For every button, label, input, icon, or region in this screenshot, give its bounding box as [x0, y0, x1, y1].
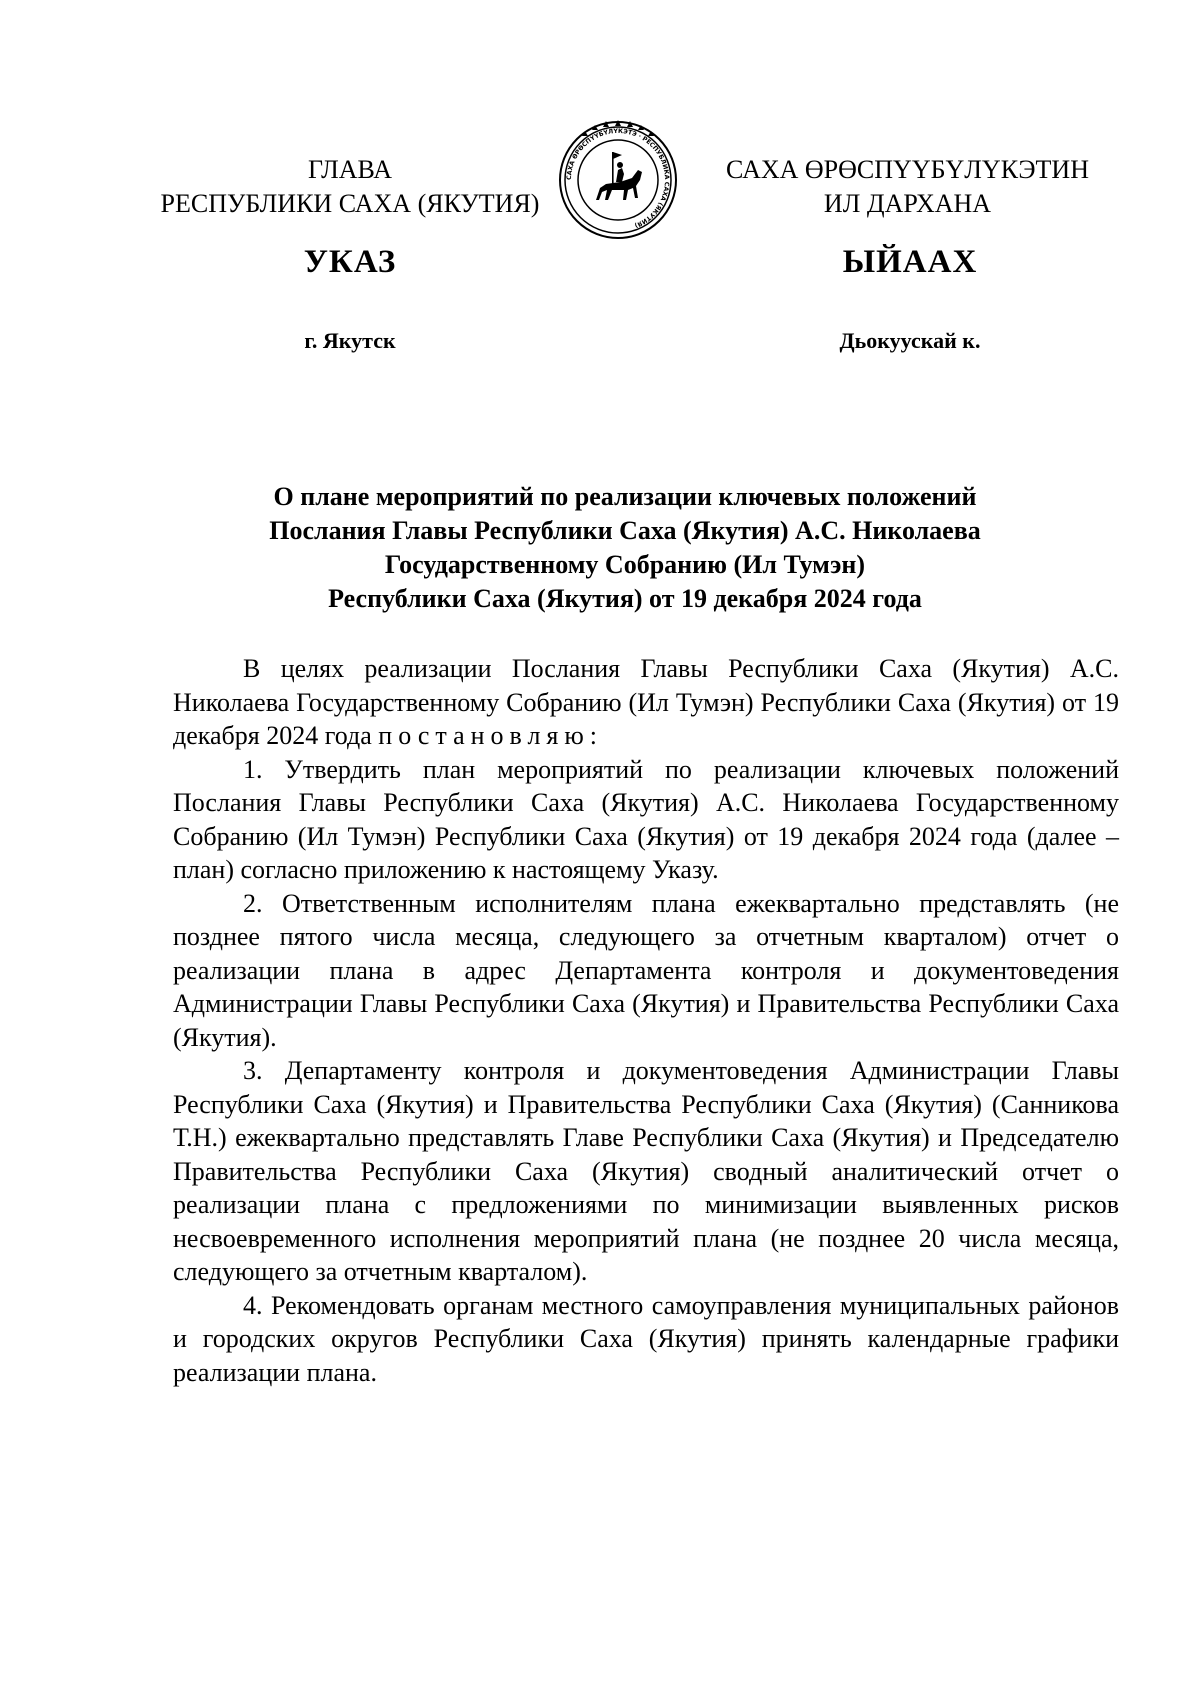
intro-keyword: постановляю: — [378, 721, 604, 750]
document-title — [170, 480, 1080, 616]
header-right-subtitle: ИЛ ДАРХАНА — [823, 189, 992, 218]
decree-label-ru: УКАЗ — [303, 244, 397, 280]
paragraph-item-1: 1. Утвердить план мероприятий по реализации ключевых положений Послания Главы Республики Саха (Якутия) А.С. Николаева Государственному Собранию (Ил Тумэн) Республики Саха (Якутия) от 19 декабря 2024 года (далее – план) согласно приложению к настоящему Указу. — [173, 754, 1119, 884]
republic-emblem-icon — [556, 118, 680, 242]
paragraph-item-4: 4. Рекомендовать органам местного самоуправления муниципальных районов и городских округов Республики Саха (Якутия) принять календарные графики реализации плана. — [173, 1290, 1119, 1387]
paragraph-item-2: 2. Ответственным исполнителям плана ежеквартально представлять (не позднее пятого числа месяца, следующего за отчетным кварталом) отчет о реализации плана в адрес Департамента контроля и документоведения Администрации Главы Республики Саха (Якутия) и Правительства Республики Саха (Якутия). — [173, 888, 1119, 1052]
city-ru: г. Якутск — [304, 328, 396, 353]
document-body — [173, 652, 1119, 1389]
city-sakha: Дьокуускай к. — [839, 328, 981, 353]
intro-text: В целях реализации Послания Главы Республики Саха (Якутия) А.С. Николаева Государственному Собранию (Ил Тумэн) Республики Саха (Якутия) от 19 декабря 2024 года — [173, 654, 1119, 750]
header-left — [150, 153, 550, 221]
emblem-ring-text: САХА ӨРӨСПҮҮБҮЛҮКЭТЭ · РЕСПУБЛИКА САХА (ЯКУТИЯ) — [565, 127, 671, 229]
decree-label-sakha: ЫЙААХ — [842, 244, 978, 280]
title-line: Послания Главы Республики Саха (Якутия) А.С. Николаева — [269, 516, 981, 545]
title-line: Государственному Собранию (Ил Тумэн) — [384, 550, 866, 579]
paragraph-item-3: 3. Департаменту контроля и документоведения Администрации Главы Республики Саха (Якутия) и Правительства Республики Саха (Якутия) (Санникова Т.Н.) ежеквартально представлять Главе Республики Саха (Якутия) и Председателю Правительства Республики Саха (Якутия) сводный аналитический отчет о реализации плана с предложениями по минимизации выявленных рисков несвоевременного исполнения мероприятий плана (не позднее 20 числа месяца, следующего за отчетным кварталом). — [173, 1056, 1119, 1286]
header-left-subtitle: РЕСПУБЛИКИ САХА (ЯКУТИЯ) — [160, 189, 540, 218]
header-right-title: САХА ӨРӨСПҮҮБҮЛҮКЭТИН — [726, 155, 1089, 184]
intro-paragraph — [173, 652, 1119, 753]
title-line: Республики Саха (Якутия) от 19 декабря 2024 года — [328, 584, 922, 613]
header-right — [710, 153, 1105, 221]
title-line: О плане мероприятий по реализации ключевых положений — [273, 482, 977, 511]
header-left-title: ГЛАВА — [308, 155, 392, 184]
